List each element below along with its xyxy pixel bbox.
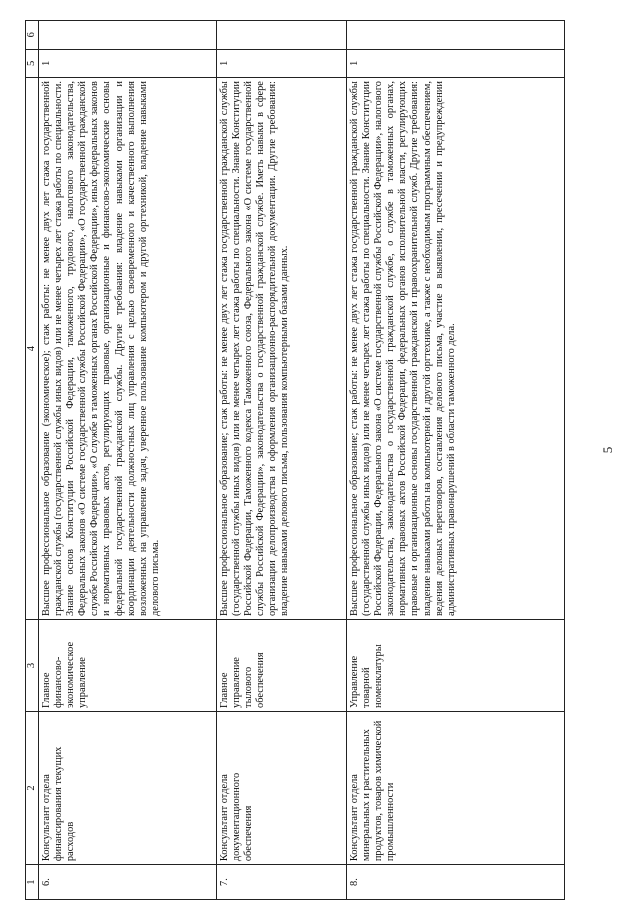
header-cell-5: 5	[26, 49, 39, 78]
table-row	[347, 21, 565, 900]
header-cell-4: 4	[26, 78, 39, 620]
vacancy-table	[25, 20, 565, 900]
page-number: 5	[600, 446, 615, 454]
department-name: Главное управление тылового обеспечения	[217, 620, 347, 712]
column-number-row	[26, 21, 39, 900]
position-title: Консультант отдела документационного обеспечения	[217, 711, 347, 864]
position-title: Консультант отдела финансирования текущих расходов	[39, 711, 217, 864]
position-title: Консультант отдела минеральных и растительных продуктов, товаров химической промышленности	[347, 711, 565, 864]
table-row	[39, 21, 217, 900]
header-cell-3: 3	[26, 620, 39, 712]
qualification-requirements: Высшее профессиональное образование; стаж работы: не менее двух лет стажа государственной гражданской службы (государственной службы иных видов) или не менее четырех лет стажа работы по специальности. Знание Конституции Российской Федерации, Таможенного кодекса Таможенного союза, Федерального закона «О системе государственной службы Российской Федерации», законодательства о государственной гражданской службе. Иметь навыки в сфере организации делопроизводства и оформления организационно-распорядительной документации. Другие требования: владение навыками делового письма, пользования компьютерными базами данных.	[217, 78, 347, 620]
column-6-value	[347, 21, 565, 50]
column-6-value	[39, 21, 217, 50]
row-number: 8.	[347, 865, 565, 900]
vacancy-count: 1	[217, 49, 347, 78]
header-cell-6: 6	[26, 21, 39, 50]
header-cell-1: 1	[26, 865, 39, 900]
header-cell-2: 2	[26, 711, 39, 864]
row-number: 6.	[39, 865, 217, 900]
qualification-requirements: Высшее профессиональное образование; стаж работы: не менее двух лет стажа государственной гражданской службы (государственной службы иных видов) или не менее четырех лет стажа работы по специальности. Знание Конституции Российской Федерации, Федерального закона «О системе государственной службы Российской Федерации», налогового законодательства, законодательства о государственной гражданской службе, о службе в таможенных органах, нормативных правовых актов Российской Федерации, федеральных органов исполнительной власти, регулирующих правовые и организационные основы государственной гражданской и правоохранительной служб. Другие требования: владение навыками работы на компьютерной и другой оргтехнике, а также с необходимым программным обеспечением, ведения деловых переговоров, составления делового письма, участие в выявлении, пресечении и предупреждении административных правонарушений в области таможенного дела.	[347, 78, 565, 620]
row-number: 7.	[217, 865, 347, 900]
vacancy-count: 1	[39, 49, 217, 78]
qualification-requirements: Высшее профессиональное образование (экономическое); стаж работы: не менее двух лет стажа государственной гражданской службы (государственной службы иных видов) или не менее четырех лет стажа работы по специальности. Знание основ Конституции Российской Федерации, таможенного, трудового, налогового законодательства, Федеральных законов «О системе государственной службы Российской Федерации», «О государственной гражданской службе Российской Федерации», «О службе в таможенных органах Российской Федерации», иных федеральных законов и нормативных правовых актов, регулирующих правовые, организационные и финансово-экономические основы федеральной государственной гражданской службы. Другие требования: владение навыками организации и координации деятельности должностных лиц управления с целью своевременного и качественного выполнения возложенных на управление задач, уверенное пользование компьютером и другой оргтехникой, владение навыками делового письма.	[39, 78, 217, 620]
department-name: Главное финансово-экономическое управление	[39, 620, 217, 712]
column-6-value	[217, 21, 347, 50]
vacancy-count: 1	[347, 49, 565, 78]
department-name: Управление товарной номенклатуры	[347, 620, 565, 712]
table-row	[217, 21, 347, 900]
